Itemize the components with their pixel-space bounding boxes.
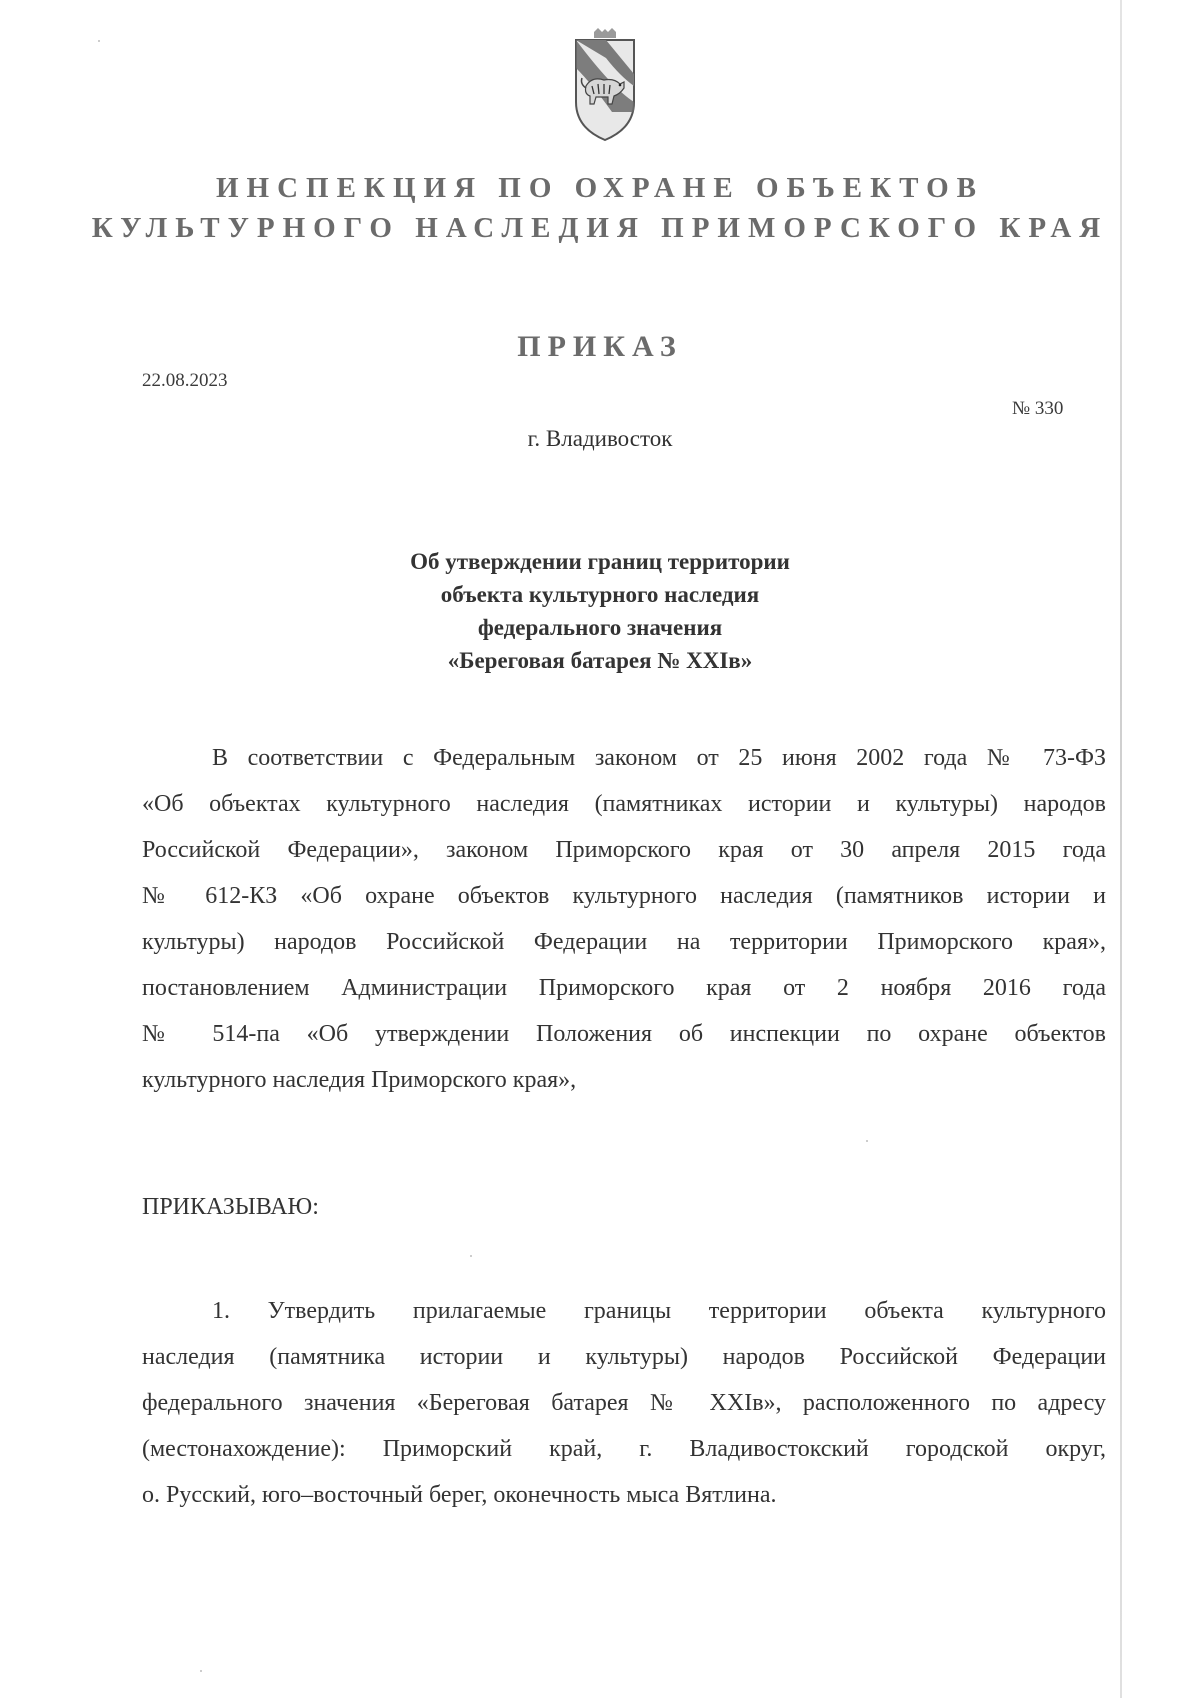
paragraph-line: «Об объектах культурного наследия (памятниках истории и культуры) народов bbox=[142, 791, 1106, 817]
document-title bbox=[0, 545, 1200, 677]
paragraph-line: наследия (памятника истории и культуры) народов Российской Федерации bbox=[142, 1344, 1106, 1370]
organization-name-line-1: ИНСПЕКЦИЯ ПО ОХРАНЕ ОБЪЕКТОВ bbox=[215, 172, 985, 204]
page-edge bbox=[1120, 0, 1122, 1698]
paragraph-line: В соответствии с Федеральным законом от 25 июня 2002 года № 73-ФЗ bbox=[212, 745, 1106, 771]
document-type: ПРИКАЗ bbox=[517, 330, 683, 363]
title-line: объекта культурного наследия bbox=[440, 582, 760, 607]
paragraph-line: федерального значения «Береговая батарея № XXIв», расположенного по адресу bbox=[142, 1390, 1106, 1416]
paragraph-line: культурного наследия Приморского края», bbox=[142, 1067, 577, 1093]
paragraph-line: (местонахождение): Приморский край, г. Владивостокский городской округ, bbox=[142, 1436, 1106, 1462]
paragraph-line: культуры) народов Российской Федерации на территории Приморского края», bbox=[142, 929, 1106, 955]
order-directive: ПРИКАЗЫВАЮ: bbox=[142, 1194, 319, 1220]
scan-speck bbox=[98, 40, 100, 42]
paragraph-line: № 612-КЗ «Об охране объектов культурного наследия (памятников истории и bbox=[142, 883, 1106, 909]
paragraph-line: о. Русский, юго–восточный берег, оконечность мыса Вятлина. bbox=[142, 1482, 777, 1508]
coat-of-arms-emblem bbox=[572, 28, 638, 145]
title-line: «Береговая батарея № XXIв» bbox=[447, 648, 753, 673]
document-date: 22.08.2023 bbox=[142, 370, 228, 391]
title-line: федерального значения bbox=[477, 615, 723, 640]
paragraph-line: постановлением Администрации Приморского края от 2 ноября 2016 года bbox=[142, 975, 1106, 1001]
paragraph-line: 1. Утвердить прилагаемые границы территории объекта культурного bbox=[212, 1298, 1106, 1324]
preamble-paragraph bbox=[142, 735, 1106, 1103]
organization-name-line-2: КУЛЬТУРНОГО НАСЛЕДИЯ ПРИМОРСКОГО КРАЯ bbox=[91, 212, 1109, 244]
scan-speck bbox=[470, 1255, 472, 1257]
document-number: № 330 bbox=[1012, 398, 1064, 419]
document-city: г. Владивосток bbox=[527, 426, 673, 451]
order-item-1 bbox=[142, 1288, 1106, 1518]
scan-speck bbox=[200, 1670, 202, 1672]
scan-speck bbox=[866, 1140, 868, 1142]
paragraph-line: № 514-па «Об утверждении Положения об инспекции по охране объектов bbox=[142, 1021, 1106, 1047]
paragraph-line: Российской Федерации», законом Приморского края от 30 апреля 2015 года bbox=[142, 837, 1106, 863]
title-line: Об утверждении границ территории bbox=[410, 549, 790, 574]
